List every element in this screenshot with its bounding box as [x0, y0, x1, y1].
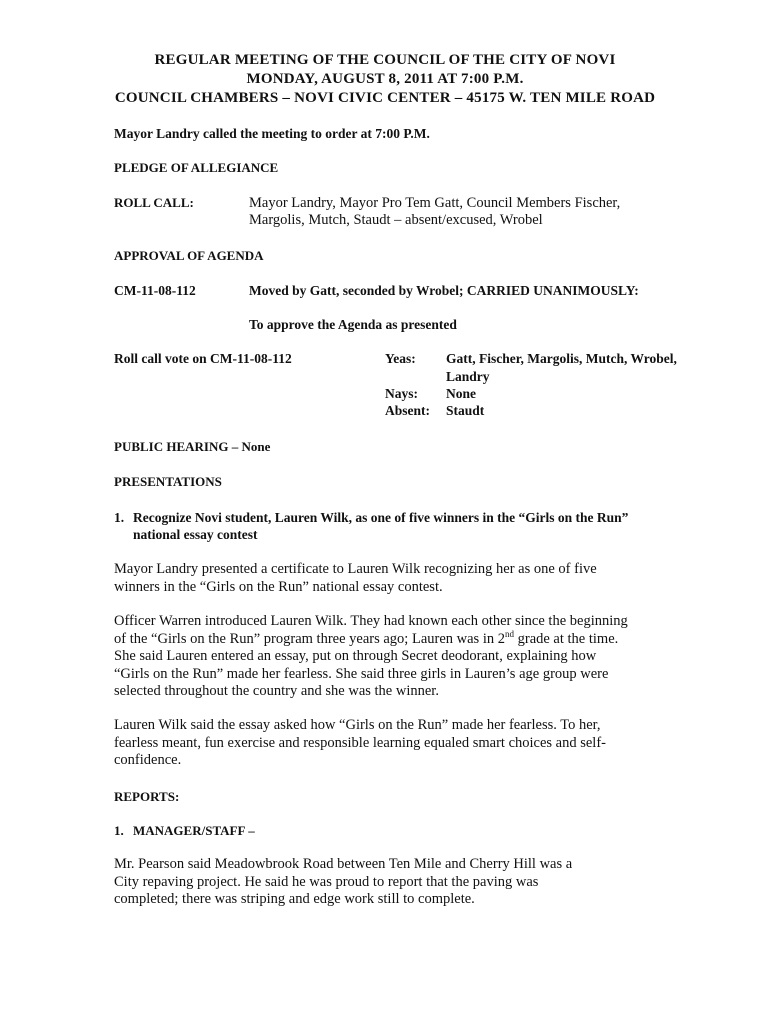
presentation-paragraph-3 [114, 717, 714, 770]
paragraph-line: City repaving project. He said he was proud to report that the paving was [114, 873, 539, 890]
motion-text: Moved by Gatt, seconded by Wrobel; CARRIED UNANIMOUSLY: [249, 283, 639, 298]
presentation-paragraph-2 [114, 613, 714, 701]
resolution: To approve the Agenda as presented [249, 317, 457, 332]
paragraph-line: Officer Warren introduced Lauren Wilk. They had known each other since the beginning [114, 613, 628, 629]
yeas-value-line-1: Gatt, Fischer, Margolis, Mutch, Wrobel, [446, 351, 677, 366]
motion-id: CM-11-08-112 [114, 283, 196, 298]
paragraph-line: Mayor Landry presented a certificate to Lauren Wilk recognizing her as one of five [114, 561, 597, 577]
presentations-heading: PRESENTATIONS [114, 474, 222, 489]
nays-label: Nays: [385, 386, 418, 401]
header-line-1: REGULAR MEETING OF THE COUNCIL OF THE CITY OF NOVI [154, 52, 616, 68]
ordinal-superscript: nd [504, 628, 514, 639]
public-hearing: PUBLIC HEARING – None [114, 439, 271, 454]
paragraph-line: Mr. Pearson said Meadowbrook Road between Ten Mile and Cherry Hill was a [114, 856, 573, 872]
paragraph-line: completed; there was striping and edge work still to complete. [114, 891, 475, 907]
roll-call-line-2: Margolis, Mutch, Staudt – absent/excused, Wrobel [249, 212, 543, 228]
presentation-item-line-1: Recognize Novi student, Lauren Wilk, as one of five winners in the “Girls on the Run” [133, 510, 629, 525]
paragraph-line: winners in the “Girls on the Run” national essay contest. [114, 578, 443, 595]
paragraph-line: She said Lauren entered an essay, put on through Secret deodorant, explaining how [114, 648, 597, 664]
paragraph-line: “Girls on the Run” made her fearless. She said three girls in Lauren’s age group were [114, 665, 609, 682]
paragraph-text: of the “Girls on the Run” program three years ago; Lauren was in 2 [114, 630, 505, 647]
vote-label: Roll call vote on CM-11-08-112 [114, 351, 292, 366]
paragraph-line: Lauren Wilk said the essay asked how “Girls on the Run” made her fearless. To her, [114, 717, 601, 733]
presentation-item-number: 1. [114, 510, 125, 525]
pledge-heading: PLEDGE OF ALLEGIANCE [114, 160, 279, 175]
roll-call-line-1: Mayor Landry, Mayor Pro Tem Gatt, Council Members Fischer, [249, 195, 621, 211]
roll-call-label: ROLL CALL: [114, 195, 194, 210]
presentation-paragraph-1 [114, 561, 714, 596]
paragraph-line: confidence. [114, 752, 182, 768]
presentation-item-line-2: national essay contest [133, 527, 258, 542]
report-paragraph [114, 856, 714, 909]
yeas-value-line-2: Landry [446, 369, 490, 384]
absent-value: Staudt [446, 403, 485, 418]
paragraph-line [114, 628, 714, 649]
reports-heading: REPORTS: [114, 789, 180, 804]
report-item-title: MANAGER/STAFF – [133, 823, 255, 838]
absent-label: Absent: [385, 403, 431, 418]
yeas-label: Yeas: [385, 351, 416, 366]
call-to-order: Mayor Landry called the meeting to order at 7:00 P.M. [114, 126, 430, 141]
nays-value: None [446, 386, 476, 401]
agenda-heading: APPROVAL OF AGENDA [114, 248, 264, 263]
header-line-3: COUNCIL CHAMBERS – NOVI CIVIC CENTER – 45175 W. TEN MILE ROAD [114, 90, 656, 106]
header-line-2: MONDAY, AUGUST 8, 2011 AT 7:00 P.M. [246, 71, 524, 87]
paragraph-line: fearless meant, fun exercise and responsible learning equaled smart choices and self- [114, 734, 606, 751]
paragraph-line: selected throughout the country and she was the winner. [114, 683, 439, 699]
report-item-number: 1. [114, 823, 124, 838]
paragraph-text: grade at the time. [513, 630, 619, 647]
